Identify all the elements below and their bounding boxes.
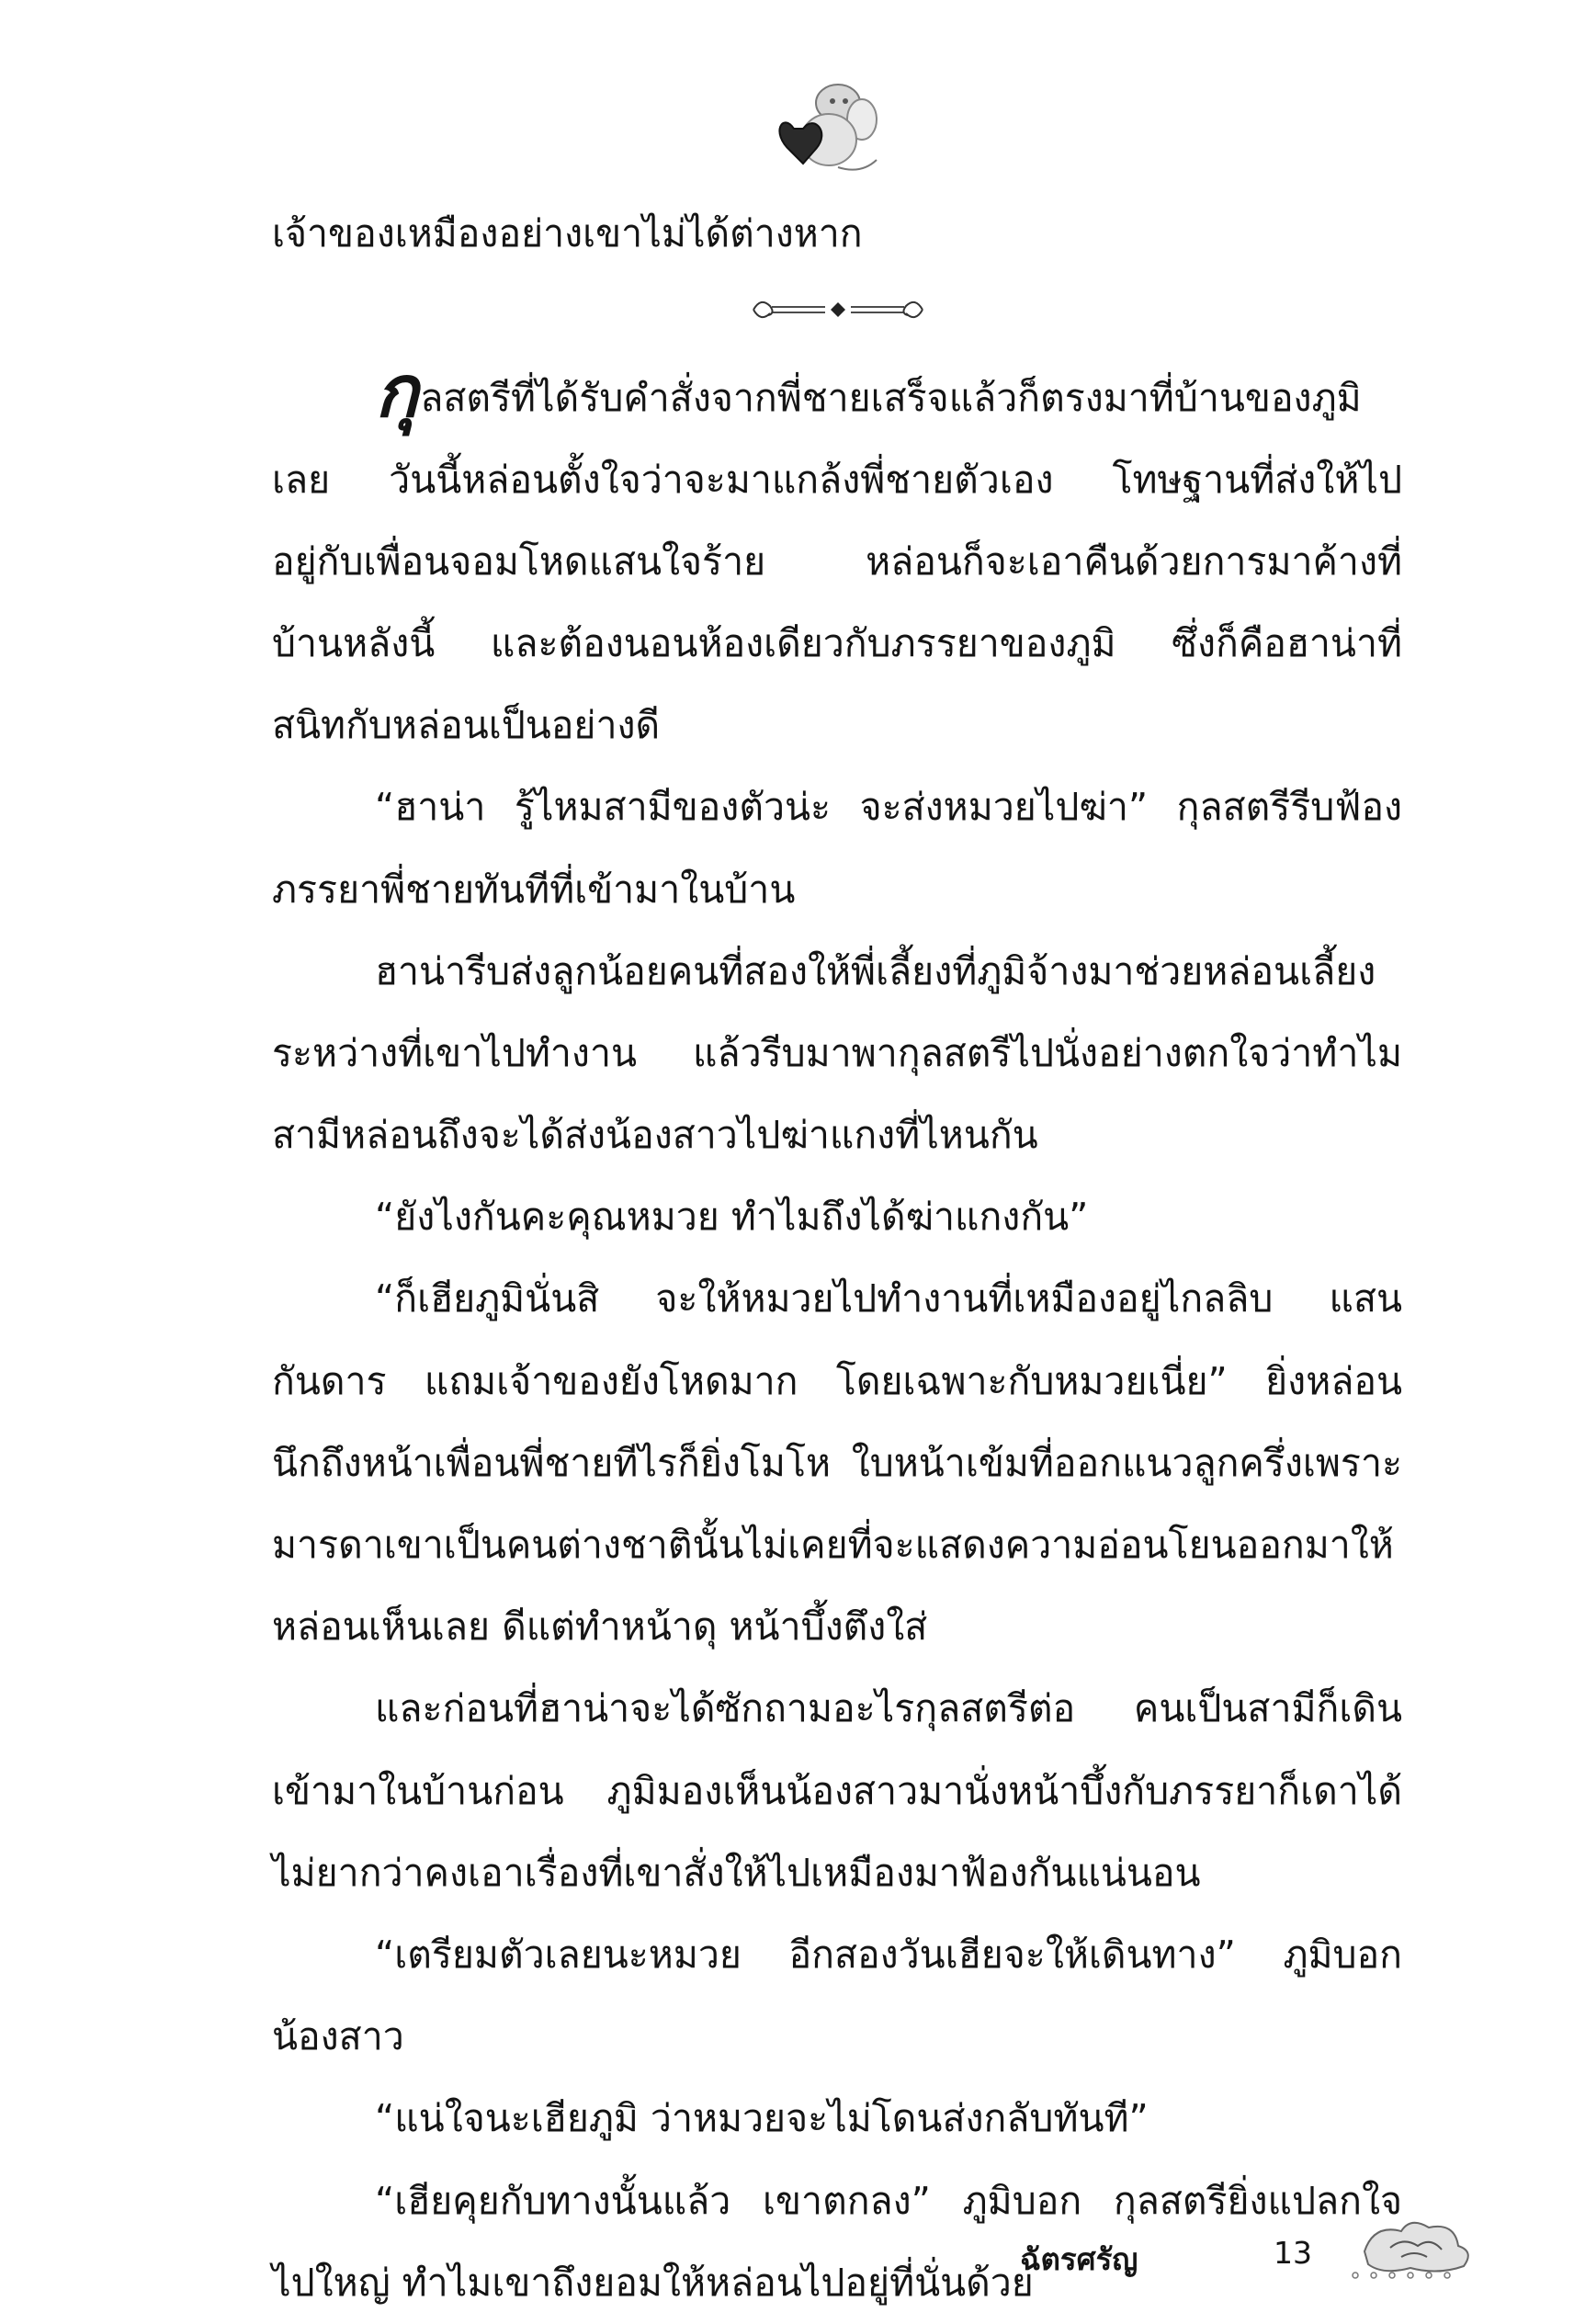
text-line: หล่อนเห็นเลย ดีแต่ทำหน้าดุ หน้าบึ้งตึงใส่ bbox=[272, 1604, 928, 1649]
text-line: นึกถึงหน้าเพื่อนพี่ชายทีไรก็ยิ่งโมโห ใบหน้าเข้มที่ออกแนวลูกครึ่งเพราะ bbox=[272, 1440, 1402, 1485]
section-divider bbox=[272, 275, 1402, 357]
text-line: “แน่ใจนะเฮียภูมิ ว่าหมวยจะไม่โดนส่งกลับทันที” bbox=[375, 2096, 1149, 2141]
text-line: ไม่ยากว่าคงเอาเรื่องที่เขาสั่งให้ไปเหมืองมาฟ้องกันแน่นอน bbox=[272, 1850, 1201, 1895]
drop-cap: กุ bbox=[375, 351, 419, 435]
text-line: อยู่กับเพื่อนจอมโหดแสนใจร้าย หล่อนก็จะเอาคืนด้วยการมาค้างที่ bbox=[272, 538, 1402, 584]
page-number: 13 bbox=[1274, 2235, 1312, 2271]
text-line: เจ้าของเหมืองอย่างเขาไม่ได้ต่างหาก bbox=[272, 211, 863, 255]
text-line: กันดาร แถมเจ้าของยังโหดมาก โดยเฉพาะกับหมวยเนี่ย” ยิ่งหล่อน bbox=[272, 1358, 1402, 1403]
text-line: บ้านหลังนี้ และต้องนอนห้องเดียวกับภรรยาของภูมิ ซึ่งก็คือฮาน่าที่ bbox=[272, 620, 1402, 665]
text-line: ไปใหญ่ ทำไมเขาถึงยอมให้หล่อนไปอยู่ที่นั่นด้วย bbox=[272, 2260, 1034, 2305]
text-line: สามีหล่อนถึงจะได้ส่งน้องสาวไปฆ่าแกงที่ไหนกัน bbox=[272, 1113, 1038, 1158]
text-line: กุลสตรีที่ได้รับคำสั่งจากพี่ชายเสร็จแล้วก็ตรงมาที่บ้านของภูมิ bbox=[375, 351, 1362, 435]
ornament-divider-icon bbox=[750, 291, 926, 328]
text-line: เลย วันนี้หล่อนตั้งใจว่าจะมาแกล้งพี่ชายตัวเอง โทษฐานที่ส่งให้ไป bbox=[272, 457, 1402, 502]
body-text bbox=[272, 193, 1402, 2324]
text-line: “เตรียมตัวเลยนะหมวย อีกสองวันเฮียจะให้เดินทาง” ภูมิบอก bbox=[375, 1932, 1402, 1977]
text-line: เข้ามาในบ้านก่อน ภูมิมองเห็นน้องสาวมานั่งหน้าบึ้งกับภรรยาก็เดาได้ bbox=[272, 1768, 1402, 1813]
author-name: ฉัตรศรัญ bbox=[1020, 2241, 1138, 2277]
text-line: ฮาน่ารีบส่งลูกน้อยคนที่สองให้พี่เลี้ยงที่ภูมิจ้างมาช่วยหล่อนเลี้ยง bbox=[375, 948, 1376, 993]
text-line: “ยังไงกันคะคุณหมวย ทำไมถึงได้ฆ่าแกงกัน” bbox=[375, 1195, 1089, 1240]
flower-ornament-icon bbox=[1346, 2215, 1484, 2279]
cupid-heart-ornament bbox=[774, 75, 882, 178]
text-line: ระหว่างที่เขาไปทำงาน แล้วรีบมาพากุลสตรีไปนั่งอย่างตกใจว่าทำไม bbox=[272, 1030, 1402, 1075]
text-line: “เฮียคุยกับทางนั้นแล้ว เขาตกลง” ภูมิบอก กุลสตรียิ่งแปลกใจ bbox=[375, 2178, 1402, 2223]
text-line: “ก็เฮียภูมินั่นสิ จะให้หมวยไปทำงานที่เหมืองอยู่ไกลลิบ แสน bbox=[375, 1276, 1402, 1321]
text-line: สนิทกับหล่อนเป็นอย่างดี bbox=[272, 703, 661, 748]
text-line: มารดาเขาเป็นคนต่างชาตินั้นไม่เคยที่จะแสดงความอ่อนโยนออกมาให้ bbox=[272, 1523, 1394, 1567]
text-line: และก่อนที่ฮาน่าจะได้ซักถามอะไรกุลสตรีต่อ คนเป็นสามีก็เดิน bbox=[375, 1686, 1402, 1731]
text-line: น้องสาว bbox=[272, 2014, 404, 2059]
text-line: “ฮาน่า รู้ไหมสามีของตัวน่ะ จะส่งหมวยไปฆ่า” กุลสตรีรีบฟ้อง bbox=[375, 785, 1402, 830]
text-line: ภรรยาพี่ชายทันทีที่เข้ามาในบ้าน bbox=[272, 867, 796, 912]
